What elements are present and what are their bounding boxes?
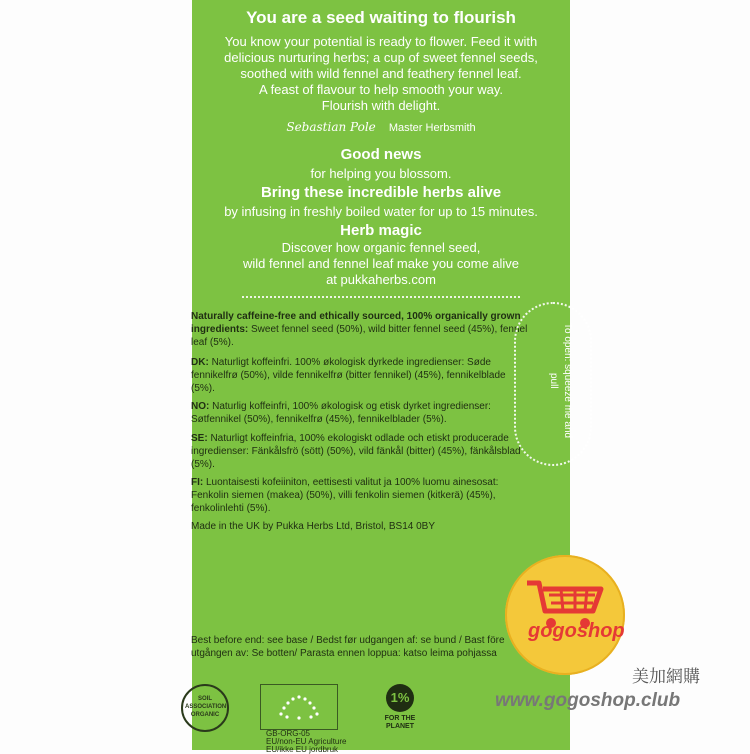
magic-line: wild fennel and fennel leaf make you come alive xyxy=(242,256,520,271)
magic-line: at pukkaherbs.com xyxy=(326,272,436,287)
signature: Sebastian Pole xyxy=(286,120,376,134)
hero-text xyxy=(192,34,570,114)
hero-line: Flourish with delight. xyxy=(321,98,441,113)
bring-heading: Bring these incredible herbs alive xyxy=(260,184,502,201)
hero-line: A feast of flavour to help smooth your way. xyxy=(259,82,503,97)
eu-code-line: EU/non-EU Agriculture xyxy=(266,737,347,746)
ingredients-en xyxy=(191,310,531,349)
good-news-heading: Good news xyxy=(340,146,422,163)
hero-line: delicious nurturing herbs; a cup of sweet fennel seeds, xyxy=(224,50,538,65)
ingredients-dk xyxy=(191,356,531,395)
squeeze-tab-label: To open: squeeze me and pull xyxy=(548,323,573,439)
made-in: Made in the UK by Pukka Herbs Ltd, Bristol, BS14 0BY xyxy=(191,521,436,532)
eu-code xyxy=(266,730,346,754)
soil-association-logo xyxy=(181,684,229,732)
eu-leaf-stars-icon xyxy=(271,690,327,724)
magic-line: Discover how organic fennel seed, xyxy=(281,240,481,255)
ingredients-no xyxy=(191,400,531,426)
eu-code-line: GB-ORG-05 xyxy=(266,729,311,738)
bring-line: by infusing in freshly boiled water for up to 15 minutes. xyxy=(224,204,538,219)
ingredients-se-rest: Naturligt koffeinfria, 100% ekologiskt odlade och etiskt producerade ingredienser: Fänkålsfrö (sött) (50%), vild fänkål (bitter) (45%), fänkålsblad (5%). xyxy=(191,433,521,470)
gogoshop-stamp-logo xyxy=(505,555,625,675)
watermark-cn: 美加網購 xyxy=(632,667,700,686)
ingredients-no-rest: Naturlig koffeinfri, 100% økologisk og etisk dyrket ingredienser: Søtfennikel (50%), fennikelfrø (45%), fennikelblader (5%). xyxy=(191,401,491,425)
signature-line xyxy=(192,120,570,134)
herb-magic-heading: Herb magic xyxy=(340,222,422,239)
one-percent-for-planet-logo xyxy=(380,684,420,736)
ingredients-no-lead: NO: xyxy=(191,401,210,412)
ingredients-fi xyxy=(191,476,531,515)
hero-line: You know your potential is ready to flower. Feed it with xyxy=(224,34,538,49)
ingredients-se-lead: SE: xyxy=(191,433,208,444)
eu-organic-leaf-icon xyxy=(260,684,338,730)
dotted-divider xyxy=(242,296,520,298)
watermark-url[interactable]: www.gogoshop.club xyxy=(495,690,681,711)
one-percent-caption: FOR THE PLANET xyxy=(384,715,416,730)
ingredients-en-rest: Sweet fennel seed (50%), wild bitter fennel seed (45%), fennel leaf (5%). xyxy=(191,324,528,348)
watermark-word: gogoshop xyxy=(528,620,625,642)
one-percent-badge: 1% xyxy=(386,684,414,712)
herb-magic-text xyxy=(192,240,570,288)
ingredients-fi-rest: Luontaisesti kofeiiniton, eettisesti valitut ja 100% luomu ainesosat: Fenkolin siemen (makea) (50%), villi fenkolin siemen (kitkerä) (45%), fenkolinlehti (5%). xyxy=(191,477,499,514)
ingredients-dk-rest: Naturligt koffeinfri. 100% økologisk dyrkede ingredienser: Søde fennikelfrø (50%), vilde fennikelfrø (bitter fennikel) (45%), fennikelblade (5%). xyxy=(191,357,506,394)
hero-line: soothed with wild fennel and feathery fennel leaf. xyxy=(240,66,522,81)
ingredients-fi-lead: FI: xyxy=(191,477,204,488)
eu-code-line: EU/ikke EU jordbruk xyxy=(266,745,339,754)
soil-association-label: SOIL ASSOCIATION ORGANIC xyxy=(185,696,227,719)
ingredients-dk-lead: DK: xyxy=(191,357,209,368)
ingredients-se xyxy=(191,432,531,471)
good-news-line: for helping you blossom. xyxy=(310,166,452,181)
signature-title: Master Herbsmith xyxy=(388,122,476,134)
best-before: Best before end: see base / Bedst før udgangen af: se bund / Bast före utgången av: Se botten/ Parasta ennen loppua: katso leima pohjassa xyxy=(191,635,505,659)
ingredients-en-lead: Naturally caffeine-free and ethically sourced, 100% organically grown ingredients: xyxy=(191,311,521,335)
hero-heading: You are a seed waiting to flourish xyxy=(246,8,516,27)
